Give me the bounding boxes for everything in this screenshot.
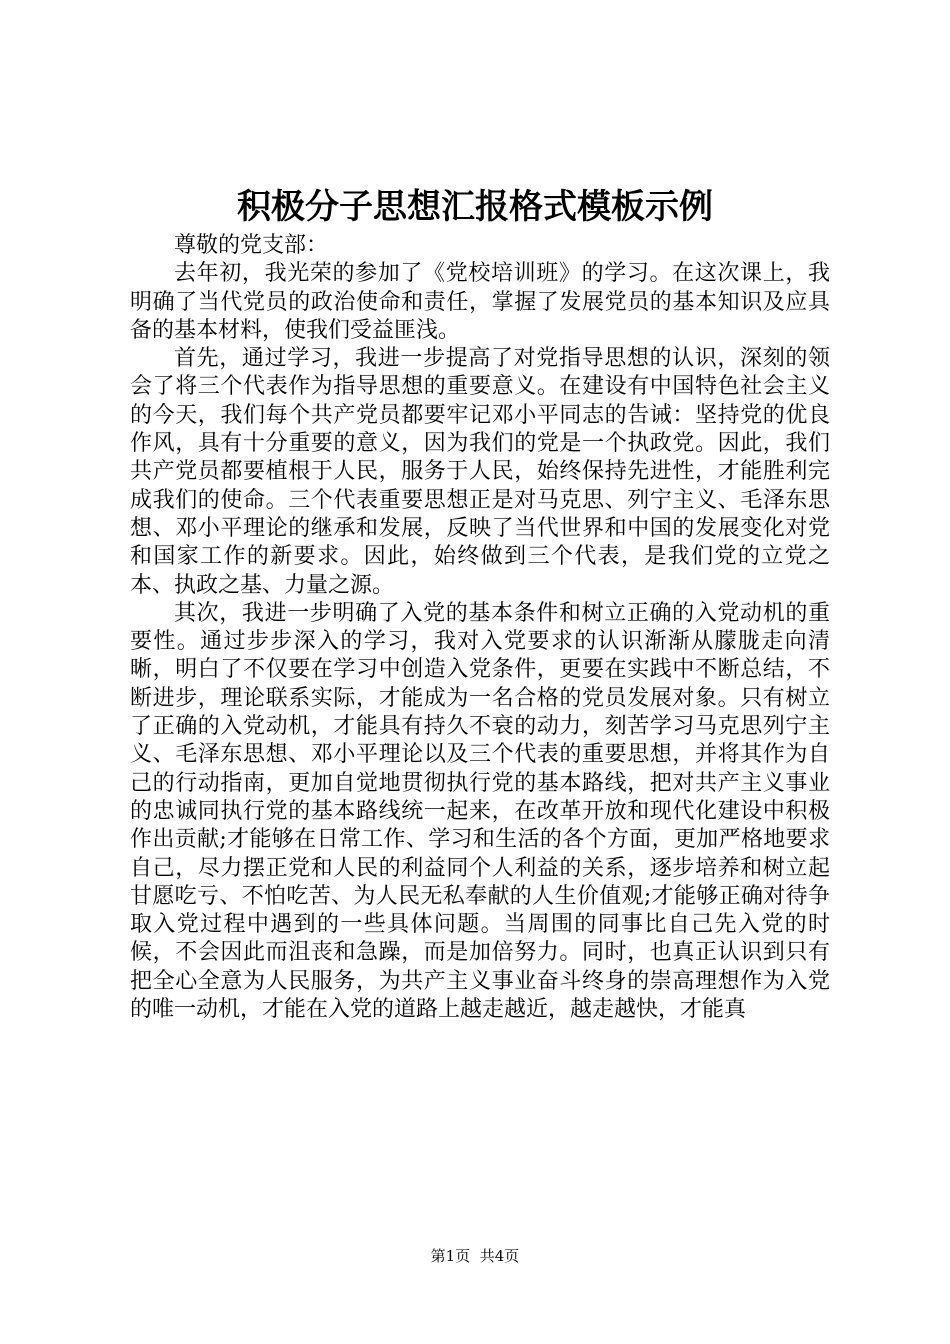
paragraph-2: 首先，通过学习，我进一步提高了对党指导思想的认识，深刻的领会了将三个代表作为指导思想的重要意义。在建设有中国特色社会主义的今天，我们每个共产党员都要牢记邓小平同志的告诫：坚持党的优良作风，具有十分重要的意义，因为我们的党是一个执政党。因此，我们共产党员都要植根于人民，服务于人民，始终保持先进性，才能胜利完成我们的使命。三个代表重要思想正是对马克思、列宁主义、毛泽东思想、邓小平理论的继承和发展，反映了当代世界和中国的发展变化对党和国家工作的新要求。因此，始终做到三个代表，是我们党的立党之本、执政之基、力量之源。 bbox=[130, 346, 830, 598]
page-number: 第1页 bbox=[430, 1247, 471, 1265]
document-title: 积极分子思想汇报格式模板示例 bbox=[237, 187, 713, 227]
paragraph-3: 其次，我进一步明确了入党的基本条件和树立正确的入党动机的重要性。通过步步深入的学习，我对入党要求的认识渐渐从朦胧走向清晰，明白了不仅要在学习中创造入党条件，更要在实践中不断总结，不断进步，理论联系实际，才能成为一名合格的党员发展对象。只有树立了正确的入党动机，才能具有持久不衰的动力，刻苦学习马克思列宁主义、毛泽东思想、邓小平理论以及三个代表的重要思想，并将其作为自己的行动指南，更加自觉地贯彻执行党的基本路线，把对共产主义事业的忠诚同执行党的基本路线统一起来，在改革开放和现代化建设中积极作出贡献;才能够在日常工作、学习和生活的各个方面，更加严格地要求自己，尽力摆正党和人民的利益同个人利益的关系，逐步培养和树立起甘愿吃亏、不怕吃苦、为人民无私奉献的人生价值观;才能够正确对待争取入党过程中遇到的一些具体问题。当周围的同事比自己先入党的时候，不会因此而沮丧和急躁，而是加倍努力。同时，也真正认识到只有把全心全意为人民服务，为共产主义事业奋斗终身的崇高理想作为入党的唯一动机，才能在入党的道路上越走越近，越走越快，才能真 bbox=[130, 600, 830, 1023]
document-body bbox=[130, 232, 830, 1024]
footer-spacer bbox=[470, 1247, 480, 1265]
salutation: 尊敬的党支部： bbox=[174, 233, 329, 258]
page-total: 共4页 bbox=[479, 1247, 520, 1265]
page-footer bbox=[0, 1245, 950, 1266]
paragraph-1: 去年初，我光荣的参加了《党校培训班》的学习。在这次课上，我明确了当代党员的政治使命和责任，掌握了发展党员的基本知识及应具备的基本材料，使我们受益匪浅。 bbox=[130, 261, 830, 343]
